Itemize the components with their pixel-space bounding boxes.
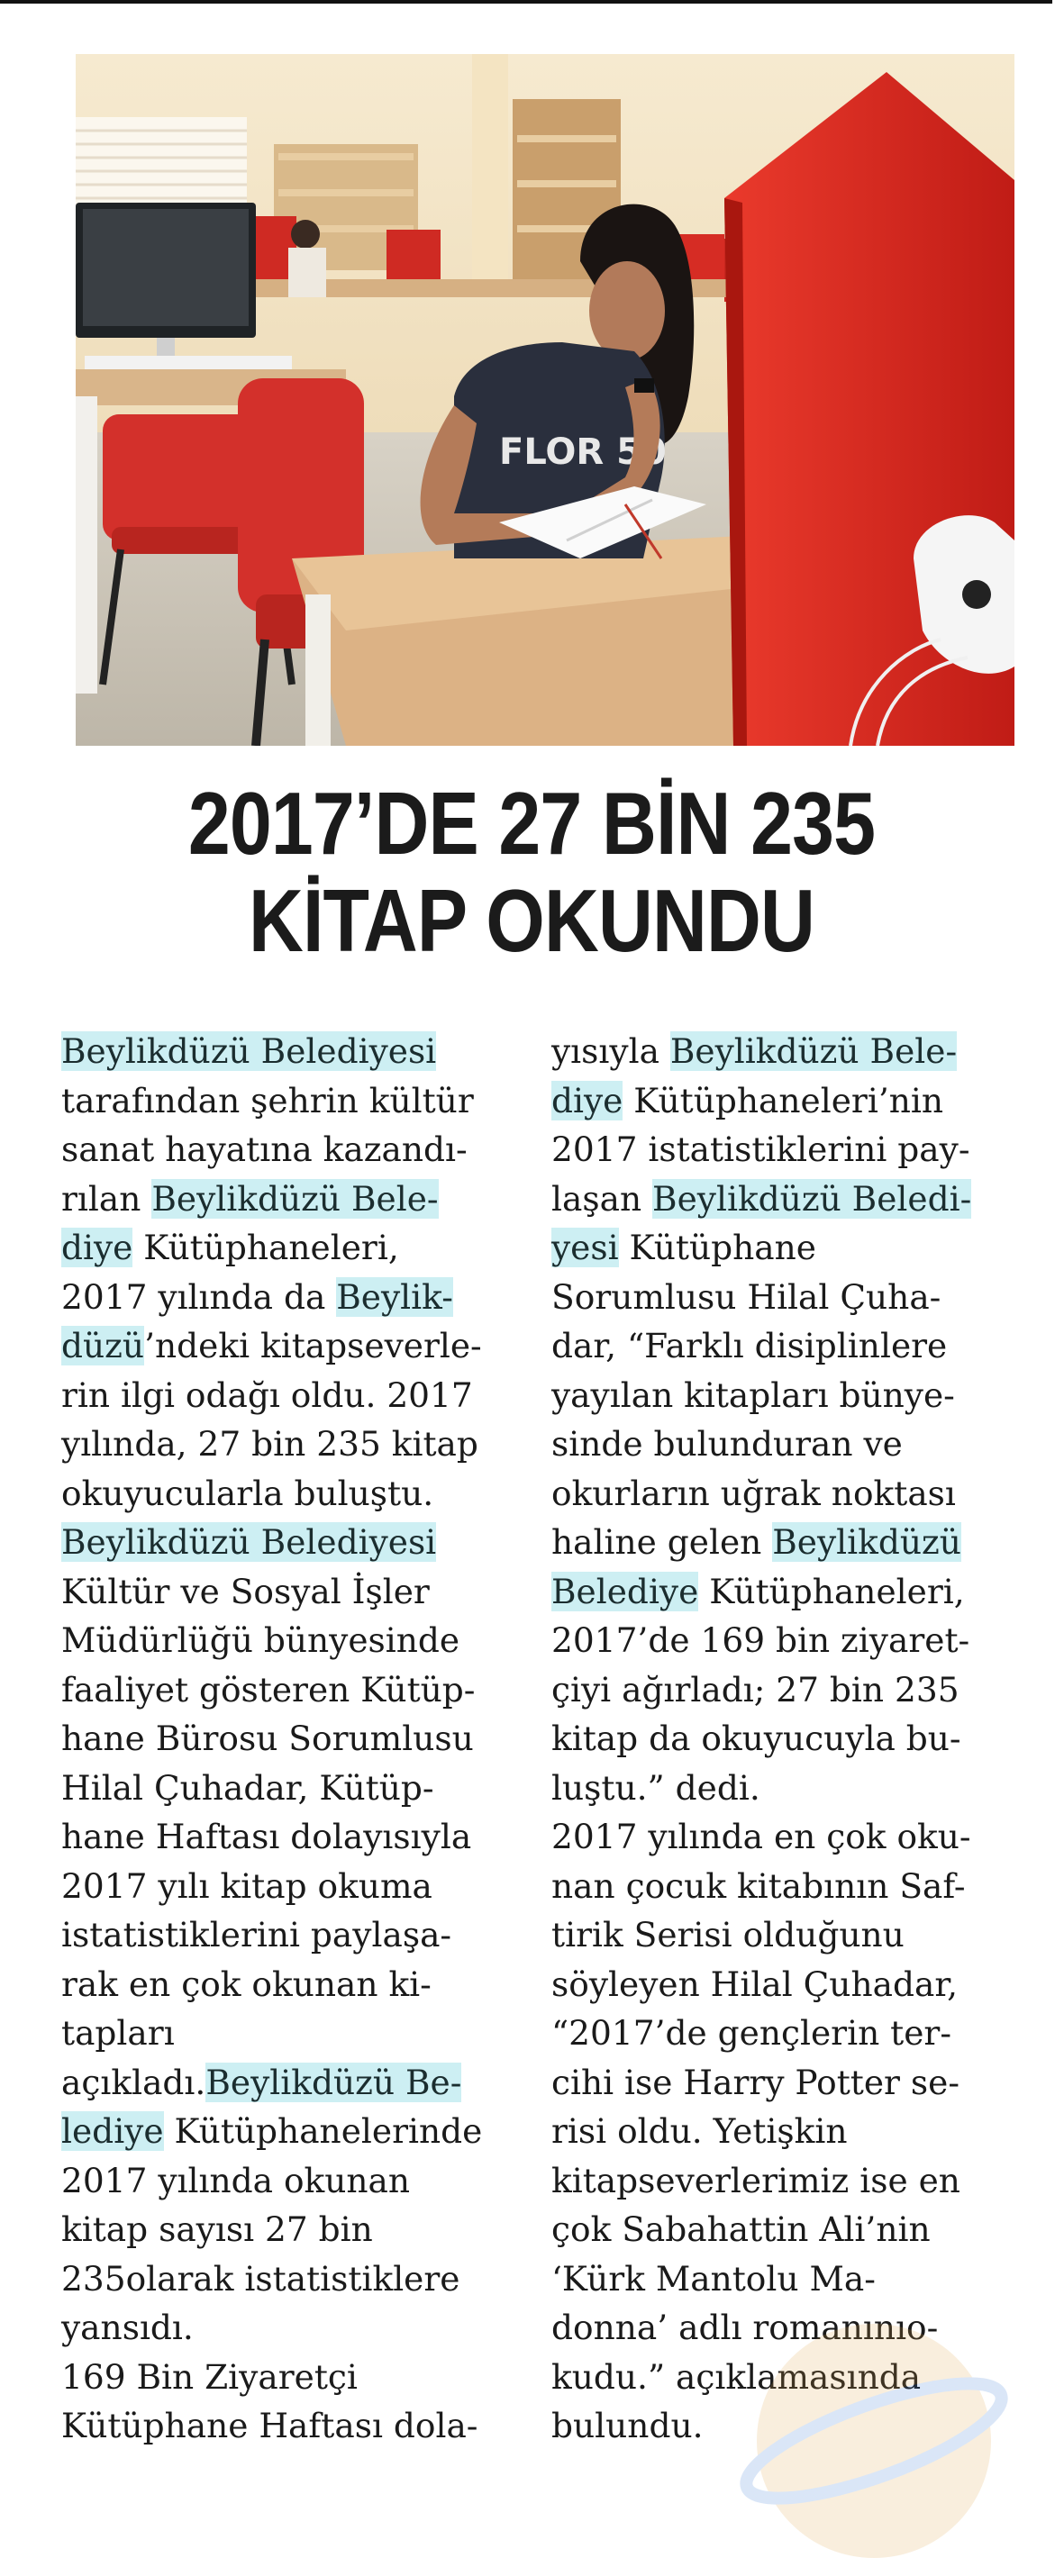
text-segment: 235olarak istatistiklere (61, 2258, 460, 2299)
text-segment: risi oldu. Yetişkin (551, 2111, 848, 2151)
text-line (61, 1567, 530, 1617)
text-line (61, 2254, 530, 2304)
highlighted-keyword: Beylikdüzü Belediyesi (61, 1522, 437, 1562)
text-line (551, 1862, 1029, 1911)
text-segment: yayılan kitapları bünye- (551, 1374, 955, 1415)
text-segment: sanat hayatına kazandı- (61, 1129, 468, 1169)
text-line (551, 2009, 1029, 2058)
highlighted-keyword: diye (551, 1080, 623, 1120)
text-line (61, 1714, 530, 1764)
highlighted-keyword: yesi (551, 1228, 619, 1267)
text-segment: 2017 istatistiklerini pay- (551, 1129, 970, 1169)
text-segment: 2017 yılı kitap okuma (61, 1865, 432, 1906)
text-segment: tapları (61, 2013, 175, 2053)
text-line (61, 2353, 530, 2402)
text-segment: dar, “Farklı disiplinlere (551, 1326, 948, 1365)
text-line (551, 1665, 1029, 1715)
text-segment: donna’ adlı romanınıo- (551, 2308, 939, 2347)
text-line (61, 1076, 530, 1126)
text-line (61, 1175, 530, 1224)
text-segment: açıkladı. (61, 2062, 206, 2102)
text-segment: rılan (61, 1178, 152, 1219)
text-line (551, 2107, 1029, 2156)
article-headline (121, 775, 942, 969)
text-line (61, 1125, 530, 1175)
headline-line: KİTAP OKUNDU (248, 871, 815, 970)
text-segment: 2017 yılında da (61, 1276, 337, 1317)
text-segment: kudu.” açıklamasında (551, 2356, 922, 2397)
text-line (551, 2156, 1029, 2206)
text-segment: Kütüphanelerinde (163, 2111, 483, 2151)
text-line (61, 1665, 530, 1715)
text-segment: haline gelen (551, 1522, 773, 1562)
article-column-left (61, 1027, 530, 2451)
text-line (61, 1469, 530, 1519)
text-line (61, 1420, 530, 1469)
text-line (551, 1812, 1029, 1862)
shirt-text: FLOR 50 (499, 431, 667, 473)
text-line (61, 2058, 530, 2108)
text-segment: bulundu. (551, 2406, 704, 2445)
text-segment: kitap sayısı 27 bin (61, 2209, 373, 2249)
highlighted-keyword: Beylikdüzü Bele- (669, 1031, 958, 1071)
text-line (61, 1910, 530, 1960)
text-line (551, 1371, 1029, 1420)
text-segment: 2017’de 169 bin ziyaret- (551, 1620, 970, 1660)
text-segment: yısıyla (551, 1031, 670, 1071)
text-line (551, 2205, 1029, 2254)
text-segment: kitapseverlerimiz ise en (551, 2160, 960, 2200)
text-segment: çok Sabahattin Ali’nin (551, 2209, 931, 2249)
text-segment: laşan (551, 1178, 653, 1219)
text-line (551, 1910, 1029, 1960)
text-segment: 169 Bin Ziyaretçi (61, 2356, 358, 2397)
text-line (61, 2205, 530, 2254)
text-segment: rin ilgi odağı oldu. 2017 (61, 1374, 473, 1415)
headline-line: 2017’DE 27 BİN 235 (187, 774, 876, 873)
text-segment: söyleyen Hilal Çuhadar, (551, 1964, 959, 2004)
text-segment: cihi ise Harry Potter se- (551, 2062, 960, 2102)
text-segment: 2017 yılında okunan (61, 2160, 411, 2200)
text-line (551, 1469, 1029, 1519)
text-line (551, 1076, 1029, 1126)
text-segment: Kütüphane Haftası dola- (61, 2406, 478, 2445)
text-line (61, 1273, 530, 1322)
text-segment: yansıdı. (61, 2308, 194, 2347)
watermark-logo (739, 2306, 1009, 2576)
text-line (61, 1223, 530, 1273)
text-segment: ‘Kürk Mantolu Ma- (551, 2258, 876, 2299)
text-segment: ’ndeki kitapseverle- (144, 1326, 482, 1365)
text-segment: rak en çok okunan ki- (61, 1964, 432, 2004)
text-line (551, 1125, 1029, 1175)
text-segment: tirik Serisi olduğunu (551, 1915, 905, 1955)
text-segment: nan çocuk kitabının Saf- (551, 1865, 966, 1906)
text-segment: luştu.” dedi. (551, 1767, 760, 1808)
library-reading-photo (76, 54, 1014, 746)
text-line (61, 1518, 530, 1567)
text-segment: okurların uğrak noktası (551, 1473, 956, 1513)
text-segment: yılında, 27 bin 235 kitap (61, 1424, 478, 1464)
text-segment: Kütüphaneleri, (132, 1228, 399, 1267)
text-segment: Kütüphane (618, 1228, 816, 1267)
text-line (551, 1764, 1029, 1813)
highlighted-keyword: Beylik- (336, 1276, 453, 1317)
text-segment: çiyi ağırladı; 27 bin 235 (551, 1669, 959, 1710)
text-line (61, 1764, 530, 1813)
text-line (551, 1616, 1029, 1665)
article-column-right (551, 1027, 1029, 2451)
highlighted-keyword: Beylikdüzü Be- (205, 2062, 462, 2102)
highlighted-keyword: lediye (61, 2111, 164, 2151)
text-segment: Kütüphaneleri, (698, 1571, 965, 1611)
text-line (61, 1812, 530, 1862)
text-line (551, 1420, 1029, 1469)
text-line (61, 2009, 530, 2058)
text-line (61, 2401, 530, 2451)
text-segment: 2017 yılında en çok oku- (551, 1817, 971, 1856)
text-segment: Sorumlusu Hilal Çuha- (551, 1276, 941, 1317)
highlighted-keyword: Beylikdüzü Bele- (151, 1178, 439, 1219)
text-segment: sinde bulunduran ve (551, 1424, 903, 1464)
highlighted-keyword: Beylikdüzü Beledi- (652, 1178, 972, 1219)
text-segment: Müdürlüğü bünyesinde (61, 1620, 460, 1660)
text-line (551, 2058, 1029, 2108)
text-line (551, 1714, 1029, 1764)
text-line (551, 2254, 1029, 2304)
text-line (61, 1321, 530, 1371)
text-line (61, 1960, 530, 2009)
text-line (551, 1518, 1029, 1567)
top-rule (0, 0, 1052, 4)
text-segment: Kültür ve Sosyal İşler (61, 1571, 430, 1611)
text-line (551, 1273, 1029, 1322)
text-segment: tarafından şehrin kültür (61, 1080, 474, 1120)
text-line (61, 1862, 530, 1911)
highlighted-keyword: düzü (61, 1326, 145, 1365)
text-segment: okuyucularla buluştu. (61, 1473, 434, 1513)
text-line (551, 1223, 1029, 1273)
text-segment: Kütüphaneleri’nin (623, 1080, 944, 1120)
text-segment: Hilal Çuhadar, Kütüp- (61, 1767, 434, 1808)
highlighted-keyword: Beylikdüzü Belediyesi (61, 1031, 437, 1071)
text-segment: faaliyet gösteren Kütüp- (61, 1669, 476, 1710)
highlighted-keyword: Beylikdüzü (772, 1522, 961, 1562)
text-segment: kitap da okuyucuyla bu- (551, 1719, 961, 1758)
text-line (551, 1321, 1029, 1371)
text-line (61, 1371, 530, 1420)
text-segment: istatistiklerini paylaşa- (61, 1915, 452, 1955)
text-segment: hane Bürosu Sorumlusu (61, 1719, 474, 1758)
highlighted-keyword: Belediye (551, 1571, 699, 1611)
text-line (551, 1027, 1029, 1076)
text-line (61, 2107, 530, 2156)
text-line (61, 1616, 530, 1665)
text-line (61, 1027, 530, 1076)
text-line (61, 2156, 530, 2206)
text-line (551, 1567, 1029, 1617)
text-line (551, 1175, 1029, 1224)
text-line (61, 2303, 530, 2353)
text-segment: hane Haftası dolayısıyla (61, 1817, 472, 1856)
text-segment: “2017’de gençlerin ter- (551, 2013, 952, 2053)
article-photo (76, 54, 1014, 746)
highlighted-keyword: diye (61, 1228, 133, 1267)
text-line (551, 1960, 1029, 2009)
